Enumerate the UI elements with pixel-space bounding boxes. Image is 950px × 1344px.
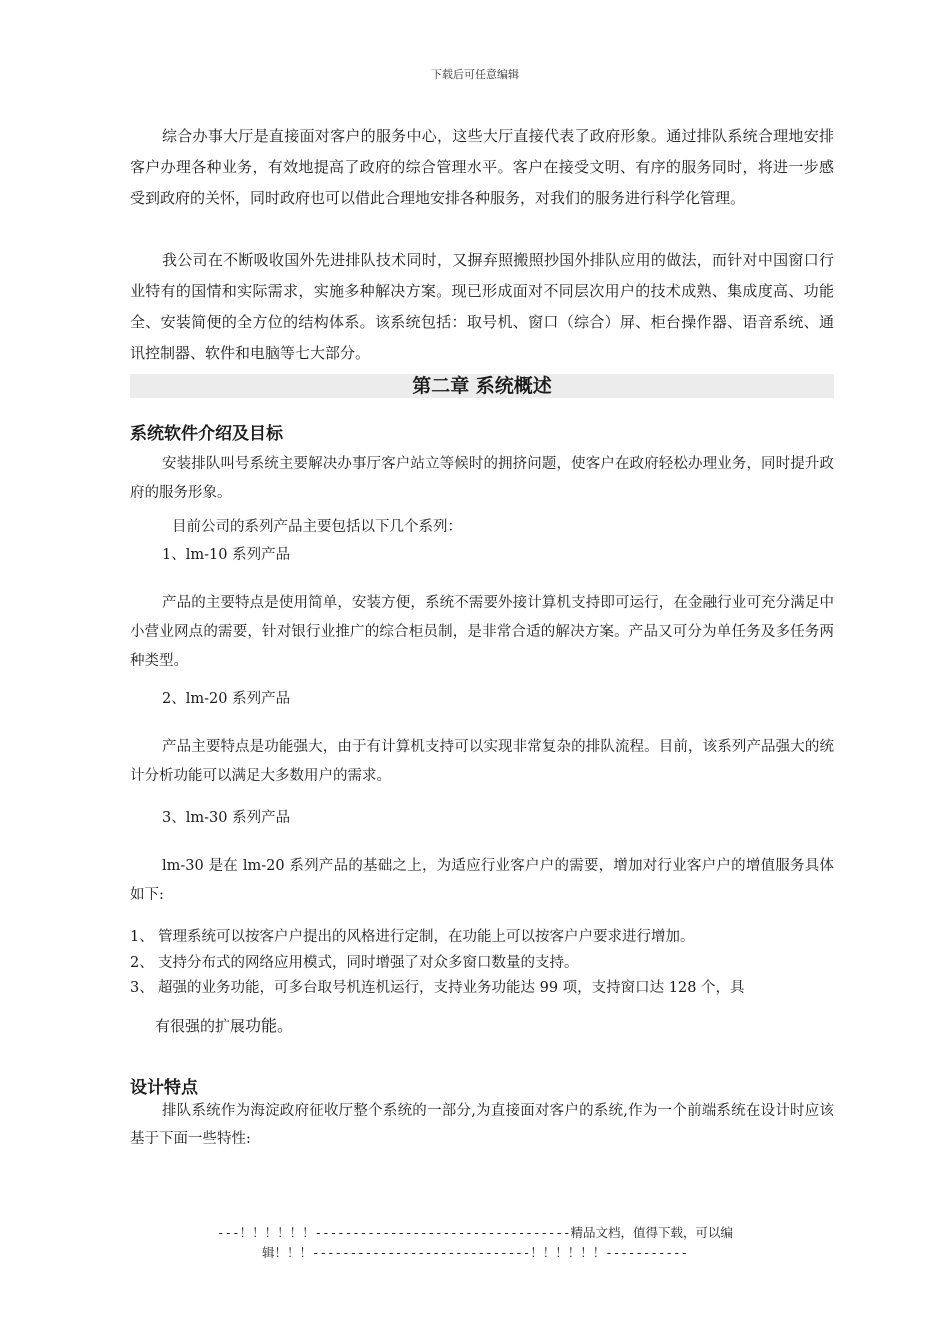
intro-paragraph-1: 综合办事大厅是直接面对客户的服务中心，这些大厅直接代表了政府形象。通过排队系统合理地安排客户办理各种业务，有效地提高了政府的综合管理水平。客户在接受文明、有序的服务同时，将进一步感受到政府的关怀，同时政府也可以借此合理地安排各种服务，对我们的服务进行科学化管理。 bbox=[130, 127, 834, 207]
feature-list-number: 2、 bbox=[130, 955, 154, 971]
section1-paragraph-2: 目前公司的系列产品主要包括以下几个系列： bbox=[172, 519, 462, 535]
feature-list-item-1 bbox=[130, 926, 834, 948]
feature-list-item-3-continued bbox=[155, 1014, 293, 1038]
section-title-design: 设计特点 bbox=[130, 1078, 198, 1098]
product-item-2-label: 2、lm-20 系列产品 bbox=[162, 691, 291, 707]
feature-list-text: 管理系统可以按客户户提出的风格进行定制，在功能上可以按客户户要求进行增加。 bbox=[158, 929, 695, 945]
product-item-1-label: 1、lm-10 系列产品 bbox=[162, 547, 291, 563]
footer-line-1: ---！！！！！！----------------------------------精品文档，值得下载，可以编 bbox=[217, 1225, 733, 1240]
feature-list-continuation-text: 有很强的扩展 bbox=[155, 1017, 246, 1035]
product-item-2-desc: 产品主要特点是功能强大，由于有计算机支持可以实现非常复杂的排队流程。目前，该系列产品强大的统计分析功能可以满足大多数用户的需求。 bbox=[130, 739, 834, 784]
intro-paragraph-2: 我公司在不断吸收国外先进排队技术同时，又摒弃照搬照抄国外排队应用的做法，而针对中国窗口行业特有的国情和实际需求，实施多种解决方案。现已形成面对不同层次用户的技术成熟、集成度高、功能全、安装简便的全方位的结构体系。该系统包括：取号机、窗口（综合）屏、柜台操作器、语音系统、通讯控制器、软件和电脑等七大部分。 bbox=[130, 251, 834, 362]
feature-list-item-2 bbox=[130, 952, 834, 974]
feature-list-number: 3、 bbox=[130, 980, 154, 996]
header-note: 下载后可任意编辑 bbox=[431, 68, 519, 81]
footer-line-2: 辑！！！-----------------------------！！！！！！----------- bbox=[261, 1245, 689, 1260]
feature-list-text: 超强的业务功能，可多台取号机连机运行，支持业务功能达 99 项，支持窗口达 128 个，具 bbox=[158, 980, 745, 996]
feature-list-item-3 bbox=[130, 977, 834, 999]
product-item-1-desc: 产品的主要特点是使用简单，安装方便，系统不需要外接计算机支持即可运行，在金融行业可充分满足中小营业网点的需要，针对银行业推广的综合柜员制，是非常合适的解决方案。产品又可分为单任务及多任务两种类型。 bbox=[130, 595, 834, 669]
product-item-3-label: 3、lm-30 系列产品 bbox=[162, 810, 291, 826]
section-title-software: 系统软件介绍及目标 bbox=[130, 424, 283, 444]
feature-list-text: 支持分布式的网络应用模式，同时增强了对众多窗口数量的支持。 bbox=[158, 955, 579, 971]
product-item-3-desc: lm-30 是在 lm-20 系列产品的基础之上，为适应行业客户户的需要，增加对行业客户户的增值服务具体如下: bbox=[130, 858, 834, 903]
section2-paragraph-1: 排队系统作为海淀政府征收厅整个系统的一部分,为直接面对客户的系统,作为一个前端系统在设计时应该基于下面一些特性: bbox=[130, 1103, 834, 1147]
section1-paragraph-1: 安装排队叫号系统主要解决办事厅客户站立等候时的拥挤问题，使客户在政府轻松办理业务，同时提升政府的服务形象。 bbox=[130, 456, 834, 501]
chapter-title: 第二章 系统概述 bbox=[130, 374, 834, 398]
feature-list-number: 1、 bbox=[130, 929, 154, 945]
feature-list-continuation-emphasis: 功能。 bbox=[245, 1016, 294, 1035]
